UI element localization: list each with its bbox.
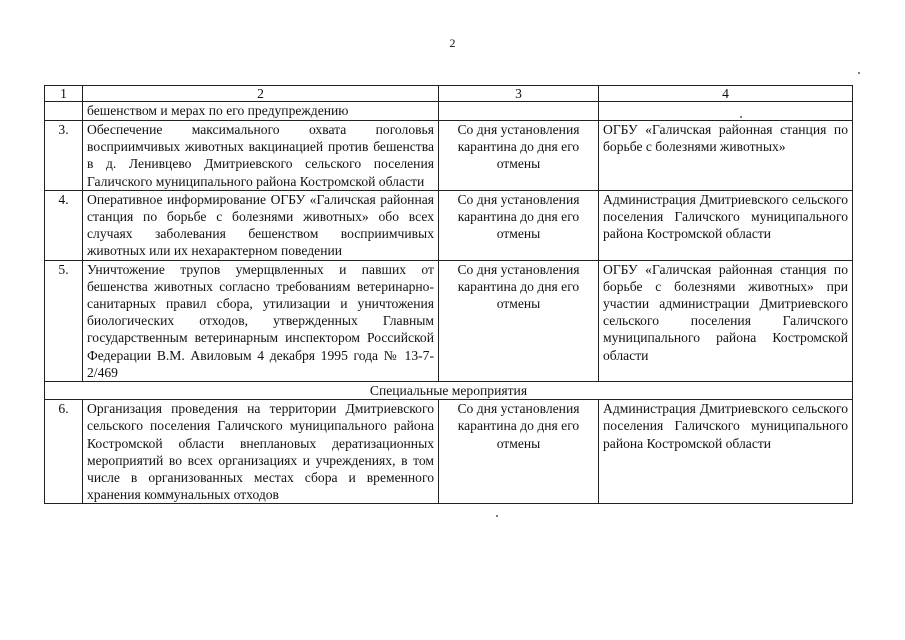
scan-speck xyxy=(496,515,498,517)
row-number: 5. xyxy=(45,260,83,381)
table-row xyxy=(45,400,853,504)
measure-responsible: ОГБУ «Галичская районная станция по борьбе с болезнями животных» xyxy=(599,121,853,191)
row-number xyxy=(45,102,83,121)
table-header-row xyxy=(45,86,853,102)
section-row xyxy=(45,382,853,400)
measure-description: Организация проведения на территории Дмитриевского сельского поселения Галичского муниципального района Костромской области внеплановых дератизационных мероприятий во всех организациях и учреждениях, в том числе в организованных местах сбора и временного хранения коммунальных отходов xyxy=(83,400,439,504)
column-header-3: 3 xyxy=(439,86,599,102)
continuation-row xyxy=(45,102,853,121)
measure-term: Со дня установления карантина до дня его отмены xyxy=(439,260,599,381)
scan-speck xyxy=(858,72,860,74)
measure-responsible: Администрация Дмитриевского сельского поселения Галичского муниципального района Костромской области xyxy=(599,190,853,260)
row-number: 3. xyxy=(45,121,83,191)
measure-responsible xyxy=(599,102,853,121)
row-number: 4. xyxy=(45,190,83,260)
section-title: Специальные мероприятия xyxy=(45,382,853,400)
column-header-1: 1 xyxy=(45,86,83,102)
column-header-2: 2 xyxy=(83,86,439,102)
measure-term: Со дня установления карантина до дня его отмены xyxy=(439,121,599,191)
measure-description: бешенством и мерах по его предупреждению xyxy=(83,102,439,121)
measure-responsible: Администрация Дмитриевского сельского поселения Галичского муниципального района Костромской области xyxy=(599,400,853,504)
measure-term xyxy=(439,102,599,121)
column-header-4: 4 xyxy=(599,86,853,102)
measure-description: Оперативное информирование ОГБУ «Галичская районная станция по борьбе с болезнями животных» обо всех случаях заболевания бешенством восприимчивых животных или их нехарактерном поведении xyxy=(83,190,439,260)
measures-table xyxy=(44,85,853,504)
measure-term: Со дня установления карантина до дня его отмены xyxy=(439,400,599,504)
measure-term: Со дня установления карантина до дня его отмены xyxy=(439,190,599,260)
row-number: 6. xyxy=(45,400,83,504)
measure-description: Уничтожение трупов умерщвленных и павших от бешенства животных согласно требованиям ветеринарно-санитарных правил сбора, утилизации и уничтожения биологических отходов, утвержденных Главным государственным ветеринарным инспектором Российской Федерации В.М. Авиловым 4 декабря 1995 года № 13-7-2/469 xyxy=(83,260,439,381)
table-row xyxy=(45,121,853,191)
measure-responsible: ОГБУ «Галичская районная станция по борьбе с болезнями животных» при участии администрации Дмитриевского сельского поселения Галичского муниципального района Костромской области xyxy=(599,260,853,381)
table-row xyxy=(45,190,853,260)
page-number: 2 xyxy=(449,36,456,50)
table-row xyxy=(45,260,853,381)
scan-speck xyxy=(740,116,742,118)
measure-description: Обеспечение максимального охвата поголовья восприимчивых животных вакцинацией против бешенства в д. Ленивцево Дмитриевского сельского поселения Галичского муниципального района Костромской области xyxy=(83,121,439,191)
